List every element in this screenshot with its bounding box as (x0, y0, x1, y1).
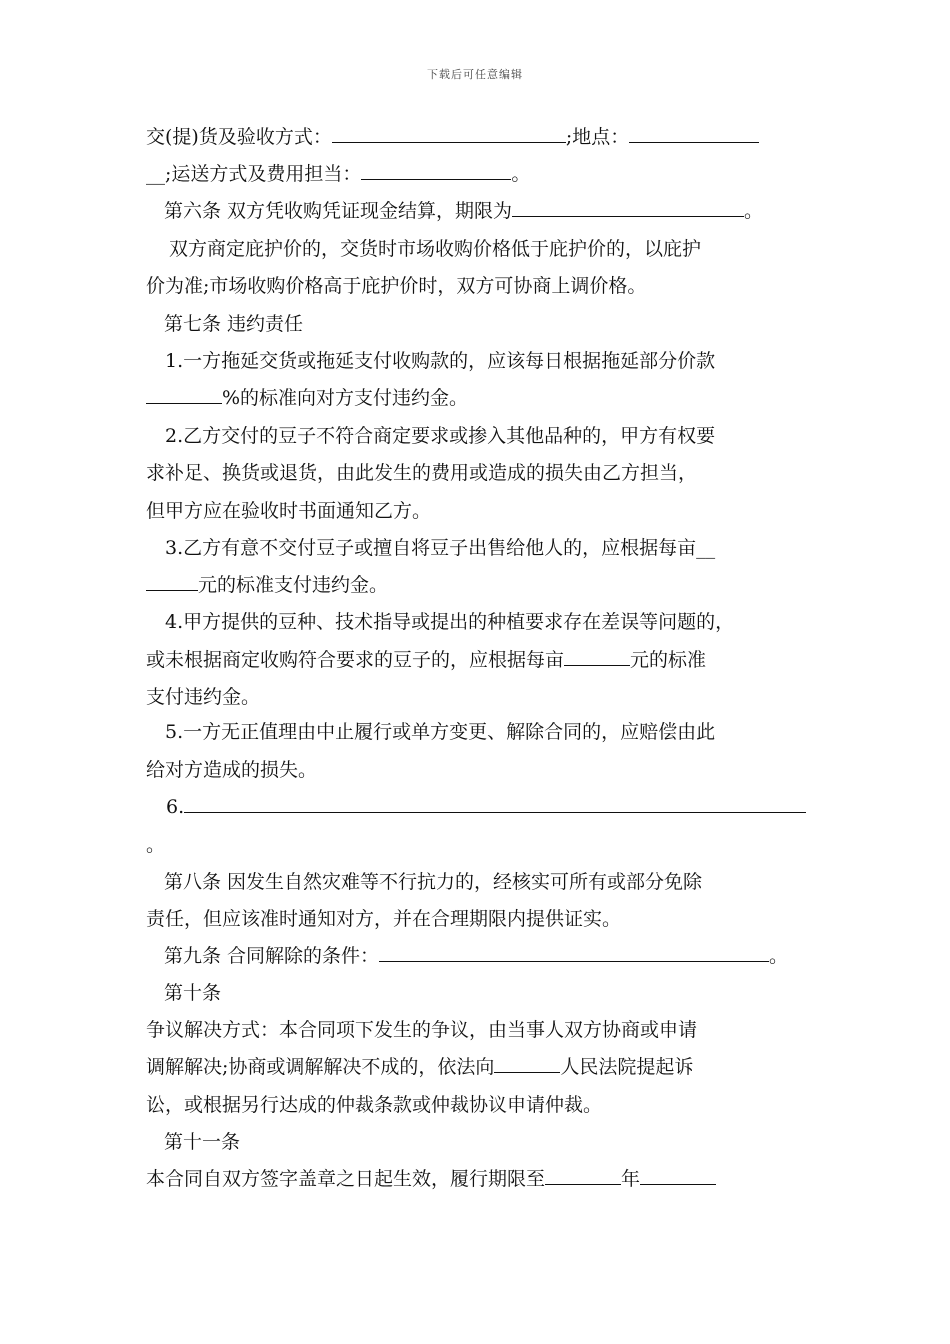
paragraph-line: 调解解决;协商或调解解决不成的，依法向 人民法院提起诉 (146, 1056, 694, 1078)
blank-field[interactable] (332, 124, 566, 143)
blank-field[interactable] (146, 572, 198, 591)
paragraph-line: 讼，或根据另行达成的仲裁条款或仲裁协议申请仲裁。 (146, 1094, 603, 1116)
paragraph-line: 或未根据商定收购符合要求的豆子的，应根据每亩 元的标准 (146, 649, 707, 671)
page-header: 下载后可任意编辑 (427, 68, 523, 81)
blank-field[interactable] (512, 198, 744, 217)
paragraph-line: 本合同自双方签字盖章之日起生效，履行期限至 年 (146, 1166, 808, 1192)
blank-field[interactable] (629, 124, 759, 143)
paragraph-line: 4.甲方提供的豆种、技术指导或提出的种植要求存在差误等问题的， (165, 611, 735, 633)
article-11-heading: 第十一条 (164, 1131, 241, 1153)
blank-field[interactable] (379, 943, 769, 962)
paragraph-line: 支付违约金。 (146, 686, 261, 708)
paragraph-line: 双方商定庇护价的，交货时市场收购价格低于庇护价的，以庇护 (169, 238, 702, 260)
article-10-heading: 第十条 (164, 982, 222, 1004)
blank-field[interactable] (545, 1166, 621, 1185)
transport-line: __;运送方式及费用担当： 。 (146, 163, 531, 185)
article-8: 第八条 因发生自然灾难等不行抗力的，经核实可所有或部分免除 (164, 871, 703, 893)
blank-field[interactable] (361, 161, 511, 180)
paragraph-line: 争议解决方式：本合同项下发生的争议，由当事人双方协商或申请 (146, 1019, 698, 1041)
paragraph-line: 5.一方无正值理由中止履行或单方变更、解除合同的，应赔偿由此 (165, 721, 716, 743)
paragraph-line: 但甲方应在验收时书面通知乙方。 (146, 500, 432, 522)
article-7-heading: 第七条 违约责任 (164, 313, 304, 335)
paragraph-line: 6. (166, 794, 828, 820)
blank-field[interactable] (494, 1054, 560, 1073)
paragraph-line: 。 (146, 834, 166, 856)
blank-field[interactable] (640, 1166, 716, 1185)
paragraph-line: %的标准向对方支付违约金。 (146, 385, 808, 411)
blank-field[interactable] (146, 385, 222, 404)
paragraph-line: 3.乙方有意不交付豆子或擅自将豆子出售给他人的，应根据每亩__ (165, 537, 716, 559)
paragraph-line: 求补足、换货或退货，由此发生的费用或造成的损失由乙方担当， (146, 462, 698, 484)
article-9: 第九条 合同解除的条件： 。 (164, 945, 789, 967)
paragraph-line: 2.乙方交付的豆子不符合商定要求或掺入其他品种的，甲方有权要 (165, 425, 716, 447)
blank-field[interactable] (564, 647, 630, 666)
article-6: 第六条 双方凭收购凭证现金结算，期限为 。 (164, 200, 764, 222)
paragraph-line: 责任，但应该准时通知对方，并在合理期限内提供证实。 (146, 908, 622, 930)
paragraph-line: 给对方造成的损失。 (146, 759, 318, 781)
blank-field[interactable] (184, 794, 806, 813)
paragraph-line: 1.一方拖延交货或拖延支付收购款的，应该每日根据拖延部分价款 (165, 350, 716, 372)
paragraph-line: 元的标准支付违约金。 (146, 572, 808, 598)
delivery-acceptance-line: 交(提)货及验收方式： ;地点： (146, 124, 808, 150)
paragraph-line: 价为准;市场收购价格高于庇护价时，双方可协商上调价格。 (146, 275, 647, 297)
